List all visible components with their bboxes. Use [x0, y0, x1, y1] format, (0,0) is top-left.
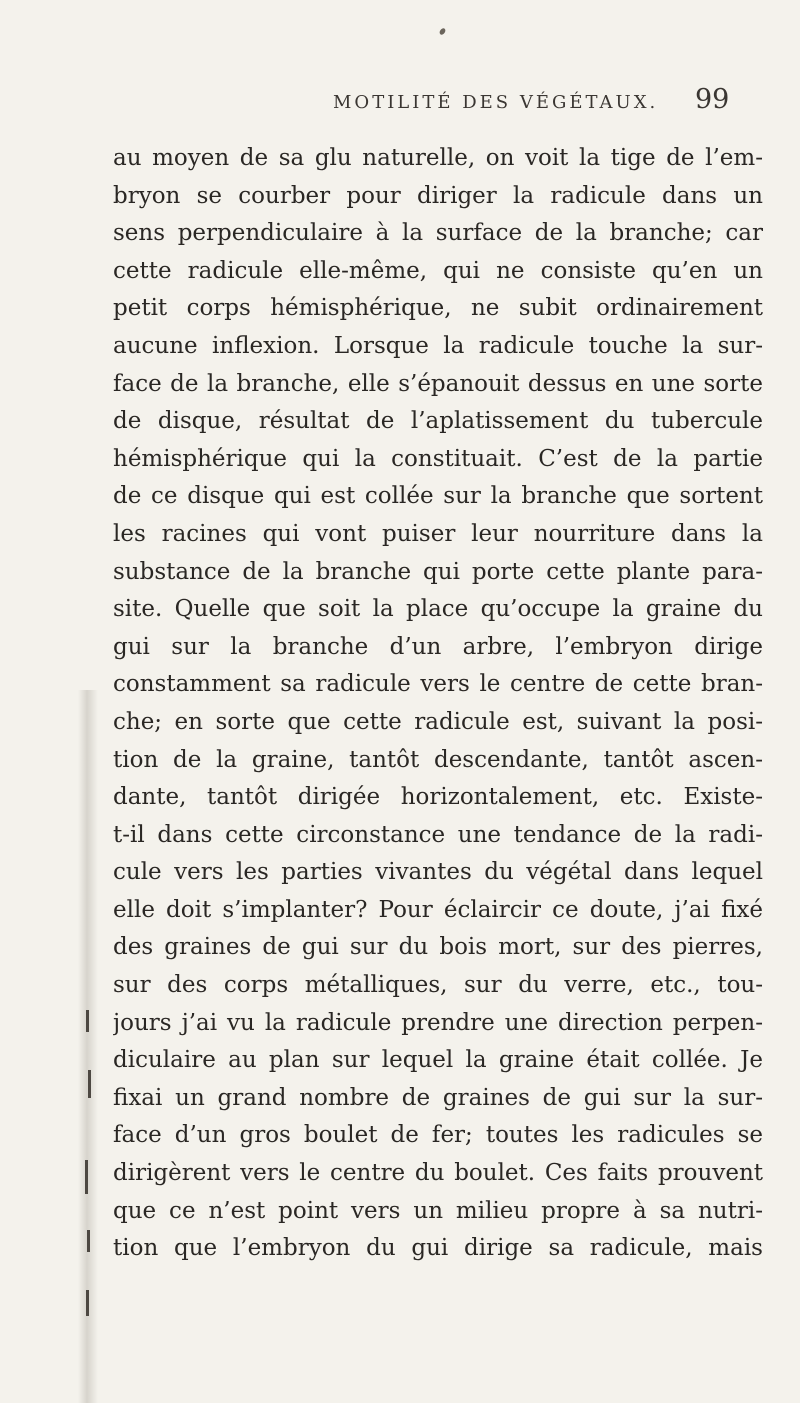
text-line: de disque, résultat de l’aplatissement du tubercule — [113, 408, 763, 435]
text-line: tion que l’embryon du gui dirige sa radicule, mais — [113, 1235, 763, 1262]
text-line: dirigèrent vers le centre du boulet. Ces faits prouvent — [113, 1160, 763, 1187]
text-line: hémisphérique qui la constituait. C’est de la partie — [113, 445, 763, 472]
body-text — [113, 140, 763, 1268]
text-line: fixai un grand nombre de graines de gui sur la sur- — [113, 1084, 763, 1111]
binding-mark — [86, 1010, 89, 1032]
text-line: gui sur la branche d’un arbre, l’embryon dirige — [113, 633, 763, 660]
text-line: site. Quelle que soit la place qu’occupe la graine du — [113, 596, 763, 623]
binding-mark — [88, 1070, 91, 1098]
text-line: sur des corps métalliques, sur du verre, etc., tou- — [113, 972, 763, 999]
text-line: jours j’ai vu la radicule prendre une direction perpen- — [113, 1009, 763, 1036]
binding-mark — [86, 1290, 89, 1316]
text-line: bryon se courber pour diriger la radicule dans un — [113, 182, 763, 209]
text-line: face de la branche, elle s’épanouit dessus en une sorte — [113, 370, 763, 397]
text-line: cule vers les parties vivantes du végétal dans lequel — [113, 859, 763, 886]
text-line: des graines de gui sur du bois mort, sur des pierres, — [113, 934, 763, 961]
text-line: che; en sorte que cette radicule est, suivant la posi- — [113, 708, 763, 735]
text-line: face d’un gros boulet de fer; toutes les radicules se — [113, 1122, 763, 1149]
text-line: diculaire au plan sur lequel la graine était collée. Je — [113, 1047, 763, 1074]
page-number: 99 — [695, 84, 730, 115]
text-line: petit corps hémisphérique, ne subit ordinairement — [113, 295, 763, 322]
text-line: de ce disque qui est collée sur la branche que sortent — [113, 483, 763, 510]
text-line: au moyen de sa glu naturelle, on voit la tige de l’em- — [113, 145, 763, 171]
text-line: tion de la graine, tantôt descendante, tantôt ascen- — [113, 746, 763, 773]
text-line: elle doit s’implanter? Pour éclaircir ce doute, j’ai fixé — [113, 896, 763, 923]
running-title: MOTILITÉ DES VÉGÉTAUX. — [333, 92, 659, 113]
text-line: les racines qui vont puiser leur nourriture dans la — [113, 520, 763, 547]
text-line: que ce n’est point vers un milieu propre à sa nutri- — [113, 1197, 763, 1224]
running-header — [0, 84, 800, 124]
text-line: substance de la branche qui porte cette plante para- — [113, 558, 763, 585]
text-line: sens perpendiculaire à la surface de la branche; car — [113, 220, 763, 247]
binding-mark — [85, 1160, 88, 1194]
binding-mark — [87, 1230, 90, 1252]
text-line: constamment sa radicule vers le centre de cette bran- — [113, 671, 763, 698]
text-line: aucune inflexion. Lorsque la radicule touche la sur- — [113, 332, 763, 359]
ink-speck — [438, 27, 446, 36]
text-line: cette radicule elle-même, qui ne consiste qu’en un — [113, 257, 763, 284]
text-line: t-il dans cette circonstance une tendance de la radi- — [113, 821, 763, 848]
text-line: dante, tantôt dirigée horizontalement, etc. Existe- — [113, 784, 763, 811]
